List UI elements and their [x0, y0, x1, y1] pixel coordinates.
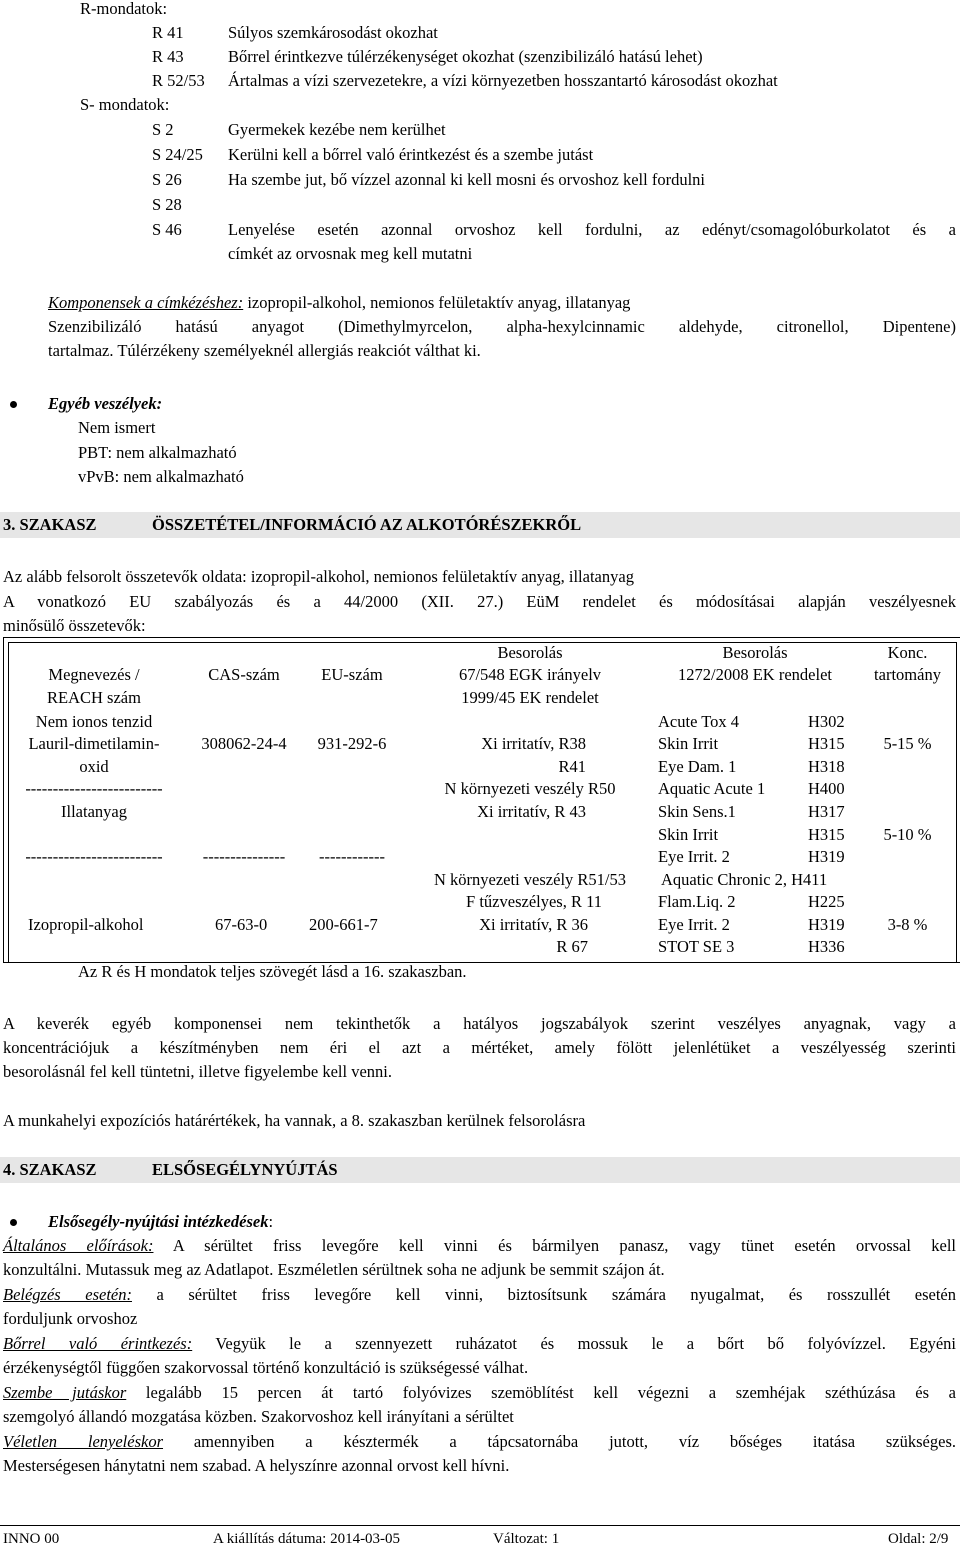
row3-cas: 67-63-0: [215, 915, 268, 934]
section-4-number: 4. SZAKASZ: [3, 1160, 97, 1179]
row1-clp-h: H400: [808, 779, 845, 798]
components-label: Komponensek a címkézéshez:: [48, 293, 244, 312]
components-line: tartalmaz. Túlérzékeny személyeknél allergiás reakciót válthat ki.: [48, 341, 481, 360]
row2-cas-separator: ---------------: [202, 847, 286, 866]
r-phrases-heading: R-mondatok:: [80, 0, 168, 18]
row1-conc: 5-15 %: [883, 734, 932, 753]
row3-clp-class: Flam.Liq. 2: [658, 892, 736, 911]
section-4-title: ELSŐSEGÉLYNYÚJTÁS: [152, 1160, 338, 1179]
row2-clp-class: Skin Sens.1: [658, 802, 736, 821]
row1-class-67: Xi irritatív, R38: [481, 734, 586, 753]
section-4-header: [0, 1157, 960, 1183]
s-text: Kerülni kell a bőrrel való érintkezést és a szembe jutást: [228, 145, 594, 164]
first-aid-inhalation: forduljunk orvoshoz: [3, 1309, 138, 1328]
section-3-intro: Az alább felsorolt összetevők oldata: izopropil-alkohol, nemionos felületaktív anyag, illatanyag: [3, 567, 634, 586]
row3-eu: 200-661-7: [309, 915, 378, 934]
s-phrases-heading: S- mondatok:: [80, 95, 170, 114]
r-text: Súlyos szemkárosodást okozhat: [228, 23, 438, 42]
header-class-67: Besorolás: [497, 643, 563, 662]
s-code: S 24/25: [152, 145, 203, 164]
row2-separator: -------------------------: [25, 847, 163, 866]
row3-clp-h: H336: [808, 937, 845, 956]
row2-class-67: Xi irritatív, R 43: [477, 802, 586, 821]
row1-class-67: N környezeti veszély R50: [444, 779, 616, 798]
paragraph: A keverék egyéb komponensei nem tekinthetők a hatályos jogszabályok szerint veszélyes anyagnak, vagy a: [3, 1014, 956, 1033]
s-code: S 28: [152, 195, 182, 214]
other-hazards-heading: Egyéb veszélyek:: [48, 394, 163, 413]
paragraph: koncentrációjuk a készítményben nem éri el azt a mértéket, amely fölött jelenlétüket a veszélyesség szerinti: [3, 1038, 956, 1057]
footer-doc-code: INNO 00: [3, 1531, 60, 1547]
row1-name: Lauril-dimetilamin-: [28, 734, 160, 753]
row2-clp-h: H315: [808, 825, 845, 844]
row1-separator: -------------------------: [25, 779, 163, 798]
footer-divider: [0, 1525, 960, 1526]
row1-class-67: R41: [558, 757, 586, 776]
row1-clp-h: H318: [808, 757, 845, 776]
footer-version: Változat: 1: [493, 1531, 560, 1547]
section-3-title: ÖSSZETÉTEL/INFORMÁCIÓ AZ ALKOTÓRÉSZEKRŐL: [152, 515, 582, 534]
r-code: R 43: [152, 47, 184, 66]
row1-cas: 308062-24-4: [201, 734, 287, 753]
row1-clp-h: H302: [808, 712, 845, 731]
section-3-number: 3. SZAKASZ: [3, 515, 97, 534]
header-class-67: 1999/45 EK rendelet: [461, 688, 599, 707]
row1-clp-class: Eye Dam. 1: [658, 757, 737, 776]
row3-name: Izopropil-alkohol: [28, 915, 144, 934]
row1-clp-class: Aquatic Acute 1: [658, 779, 766, 798]
r-text: Bőrrel érintkezve túlérzékenységet okozhat (szenzibilizáló hatású lehet): [228, 47, 703, 66]
components-line: Komponensek a címkézéshez: izopropil-alkohol, nemionos felületaktív anyag, illatanyag: [48, 293, 631, 312]
section-3-intro: A vonatkozó EU szabályozás és a 44/2000 (XII. 27.) EüM rendelet és módosításai alapján veszélyesnek: [3, 592, 956, 611]
footer-page-number: Oldal: 2/9: [888, 1531, 949, 1547]
header-cas: CAS-szám: [208, 665, 280, 684]
row2-clp-class: Skin Irrit: [658, 825, 719, 844]
r-text: Ártalmas a vízi szervezetekre, a vízi környezetben hosszantartó károsodást okozhat: [228, 71, 778, 90]
components-line: Szenzibilizáló hatású anyagot (Dimethylmyrcelon, alpha-hexylcinnamic aldehyde, citronellol, Dipentene): [48, 317, 956, 336]
row2-eu-separator: ------------: [319, 847, 385, 866]
row2-clp-class: Aquatic Chronic 2, H411: [661, 870, 828, 889]
row3-clp-h: H319: [808, 915, 845, 934]
row1-name: Nem ionos tenzid: [35, 712, 153, 731]
header-name: Megnevezés /: [48, 665, 140, 684]
row2-conc: 5-10 %: [883, 825, 932, 844]
first-aid-general: Általános előírások: A sérültet friss levegőre kell vinni és bármilyen panasz, vagy tünet esetén orvossal kell: [3, 1236, 956, 1255]
first-aid-general: konzultálni. Mutassuk meg az Adatlapot. Eszméletlen sérültnek soha ne adjunk be semmit szájon át.: [3, 1260, 665, 1279]
row1-eu: 931-292-6: [317, 734, 387, 753]
other-hazard-line: PBT: nem alkalmazható: [78, 443, 237, 462]
row1-name: oxid: [79, 757, 109, 776]
first-aid-ingestion: Mesterségesen hánytatni nem szabad. A helyszínre azonnal orvost kell hívni.: [3, 1456, 510, 1475]
row1-clp-h: H315: [808, 734, 845, 753]
header-class-67: 67/548 EGK irányelv: [458, 665, 602, 684]
row3-clp-class: STOT SE 3: [658, 937, 735, 956]
paragraph: besorolásnál fel kell tüntetni, illetve figyelembe kell venni.: [3, 1062, 393, 1081]
first-aid-heading: Elsősegély-nyújtási intézkedések:: [48, 1212, 274, 1231]
s-code: S 2: [152, 120, 174, 139]
row3-conc: 3-8 %: [887, 915, 928, 934]
first-aid-eye: szemgolyó állandó mozgatása közben. Szakorvoshoz kell irányítani a sérültet: [3, 1407, 514, 1426]
row2-name: Illatanyag: [61, 802, 127, 821]
section-3-intro: minősülő összetevők:: [3, 616, 146, 635]
paragraph: A munkahelyi expozíciós határértékek, ha vannak, a 8. szakaszban kerülnek felsorolásra: [3, 1111, 586, 1130]
s-text: Lenyelése esetén azonnal orvoshoz kell fordulni, az edényt/csomagolóburkolatot és a: [228, 220, 956, 239]
header-eu: EU-szám: [321, 665, 383, 684]
s-code: S 26: [152, 170, 182, 189]
first-aid-ingestion: Véletlen lenyeléskor amennyiben a késztermék a tápcsatornába jutott, víz bőséges itatása szükséges.: [3, 1432, 956, 1451]
s-text: Gyermekek kezébe nem kerülhet: [228, 120, 446, 139]
r-code: R 41: [152, 23, 184, 42]
row1-clp-class: Skin Irrit: [658, 734, 719, 753]
bullet-icon: [10, 401, 17, 408]
header-conc: tartomány: [874, 665, 941, 684]
header-conc: Konc.: [887, 643, 928, 662]
row2-clp-h: H319: [808, 847, 845, 866]
row3-clp-class: Eye Irrit. 2: [658, 915, 730, 934]
other-hazard-line: Nem ismert: [78, 418, 156, 437]
first-aid-eye: Szembe jutáskor legalább 15 percen át tartó folyóvizes szemöblítést kell végezni a szemhéjak széthúzása és a: [3, 1383, 956, 1402]
row2-class-67: N környezeti veszély R51/53: [434, 870, 626, 889]
row3-class-67: R 67: [556, 937, 588, 956]
row3-class-67: Xi irritatív, R 36: [479, 915, 588, 934]
s-code: S 46: [152, 220, 182, 239]
header-class-1272: Besorolás: [722, 643, 788, 662]
row2-clp-h: H317: [808, 802, 845, 821]
first-aid-skin: Bőrrel való érintkezés: Vegyük le a szennyezett ruházatot és mossuk le a bőrt bő folyóvízzel. Egyéni: [3, 1334, 956, 1353]
s-text-continued: címkét az orvosnak meg kell mutatni: [228, 244, 473, 263]
row2-clp-class: Eye Irrit. 2: [658, 847, 730, 866]
other-hazard-line: vPvB: nem alkalmazható: [78, 467, 244, 486]
bullet-icon: [10, 1219, 17, 1226]
r-code: R 52/53: [152, 71, 205, 90]
first-aid-inhalation: Belégzés esetén: a sérültet friss levegőre kell vinni, biztosítsunk számára nyugalmat, és rosszullét esetén: [3, 1285, 956, 1304]
row3-class-67: F tűzveszélyes, R 11: [466, 892, 602, 911]
s-text: Ha szembe jut, bő vízzel azonnal ki kell mosni és orvoshoz kell fordulni: [228, 170, 706, 189]
header-class-1272: 1272/2008 EK rendelet: [678, 665, 832, 684]
first-aid-skin: érzékenységtől függően szakorvossal történő konzultáció is szükségessé válhat.: [3, 1358, 529, 1377]
row1-clp-class: Acute Tox 4: [658, 712, 740, 731]
table-note: Az R és H mondatok teljes szövegét lásd a 16. szakaszban.: [78, 962, 467, 981]
header-name: REACH szám: [47, 688, 141, 707]
row3-clp-h: H225: [808, 892, 845, 911]
footer-issue-date: A kiállítás dátuma: 2014-03-05: [213, 1531, 401, 1547]
